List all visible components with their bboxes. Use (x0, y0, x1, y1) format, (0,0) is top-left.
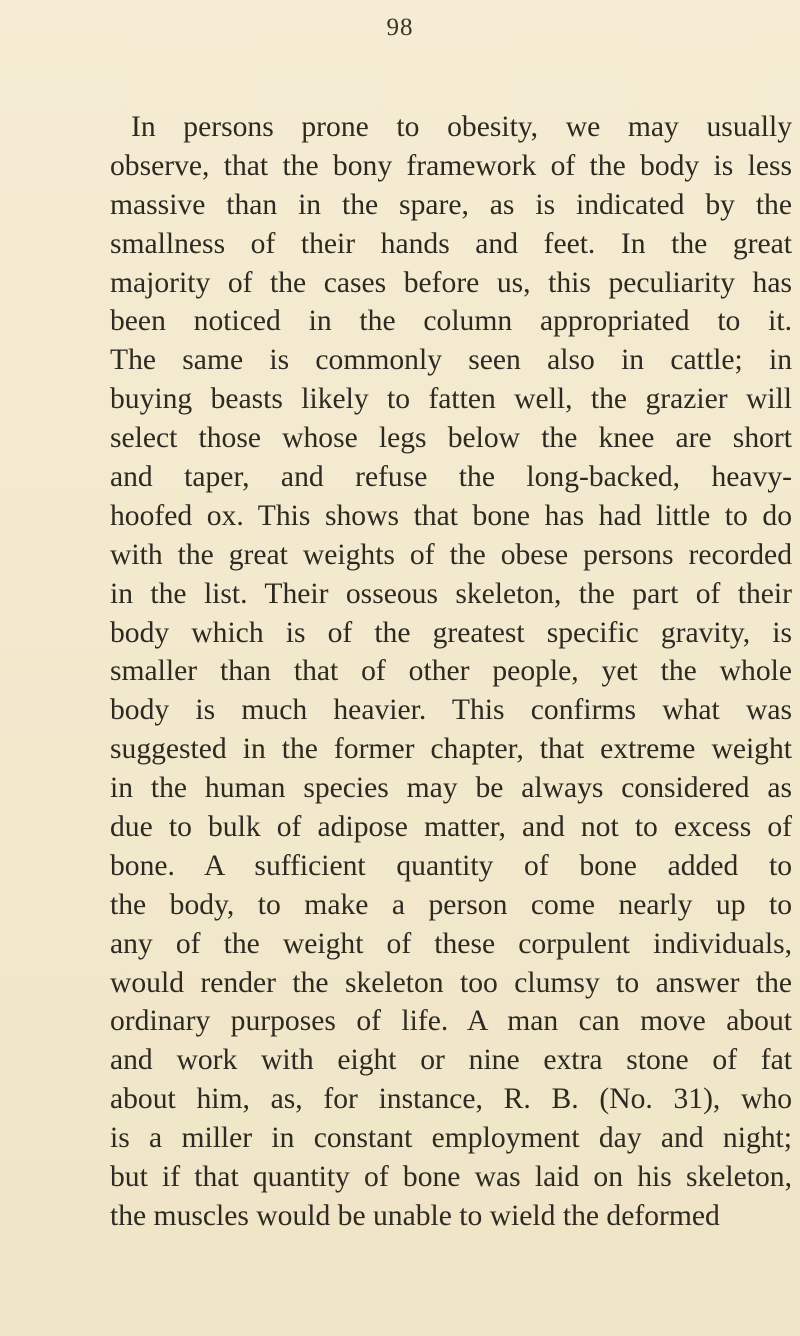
text-line: any of the weight of these corpulent individuals, (110, 927, 792, 960)
text-line: body is much heavier. This confirms what was (110, 694, 792, 727)
text-line: smaller than that of other people, yet the whole (110, 655, 792, 688)
text-line: in the human species may be always considered as (110, 772, 792, 805)
text-line: suggested in the former chapter, that extreme weight (110, 733, 792, 766)
text-line: majority of the cases before us, this peculiarity has (110, 266, 792, 299)
text-line: and work with eight or nine extra stone of fat (110, 1044, 792, 1077)
text-line: smallness of their hands and feet. In the great (110, 227, 792, 260)
text-line: and taper, and refuse the long-backed, heavy- (110, 461, 792, 494)
text-line: select those whose legs below the knee are short (110, 422, 792, 455)
text-line: hoofed ox. This shows that bone has had little to do (110, 499, 792, 532)
text-line: the muscles would be unable to wield the deformed (110, 1199, 720, 1232)
text-line: In persons prone to obesity, we may usually (131, 111, 792, 143)
text-line: about him, as, for instance, R. B. (No. 31), who (110, 1083, 792, 1116)
text-line: massive than in the spare, as is indicated by the (110, 188, 792, 221)
text-line: observe, that the bony framework of the body is less (110, 149, 792, 182)
text-line: ordinary purposes of life. A man can move about (110, 1005, 792, 1038)
text-line: buying beasts likely to fatten well, the grazier will (110, 383, 792, 416)
text-line: the body, to make a person come nearly up to (110, 888, 792, 921)
text-line: is a miller in constant employment day and night; (110, 1122, 792, 1155)
text-line: with the great weights of the obese persons recorded (110, 538, 792, 571)
text-line: but if that quantity of bone was laid on his skeleton, (110, 1161, 792, 1194)
text-line: due to bulk of adipose matter, and not to excess of (110, 811, 792, 844)
text-line: in the list. Their osseous skeleton, the part of their (110, 577, 792, 610)
page-number: 98 (386, 14, 414, 41)
text-line: body which is of the greatest specific gravity, is (110, 616, 792, 649)
text-line: been noticed in the column appropriated to it. (110, 305, 792, 338)
text-line: The same is commonly seen also in cattle; in (110, 344, 792, 377)
body-paragraph (110, 108, 792, 1236)
text-line: would render the skeleton too clumsy to answer the (110, 966, 792, 999)
text-line: bone. A sufficient quantity of bone added to (110, 849, 792, 882)
